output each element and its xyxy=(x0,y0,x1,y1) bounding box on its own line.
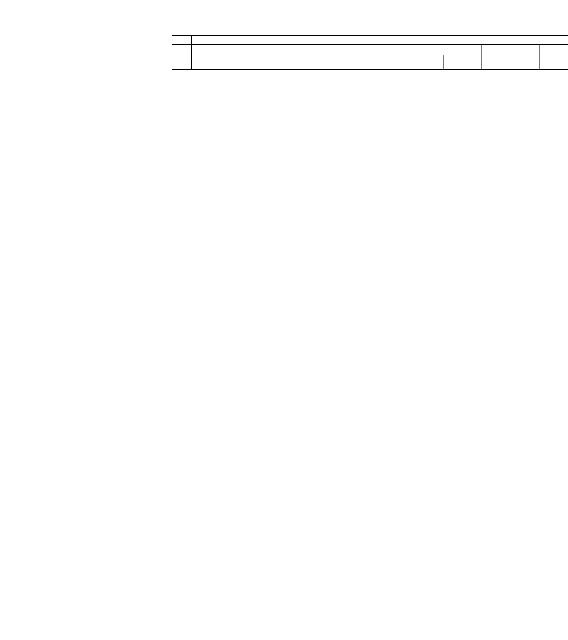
function-header xyxy=(443,55,482,69)
salaries-code xyxy=(481,45,540,69)
table-header xyxy=(172,43,568,70)
benefits-code xyxy=(539,45,568,69)
